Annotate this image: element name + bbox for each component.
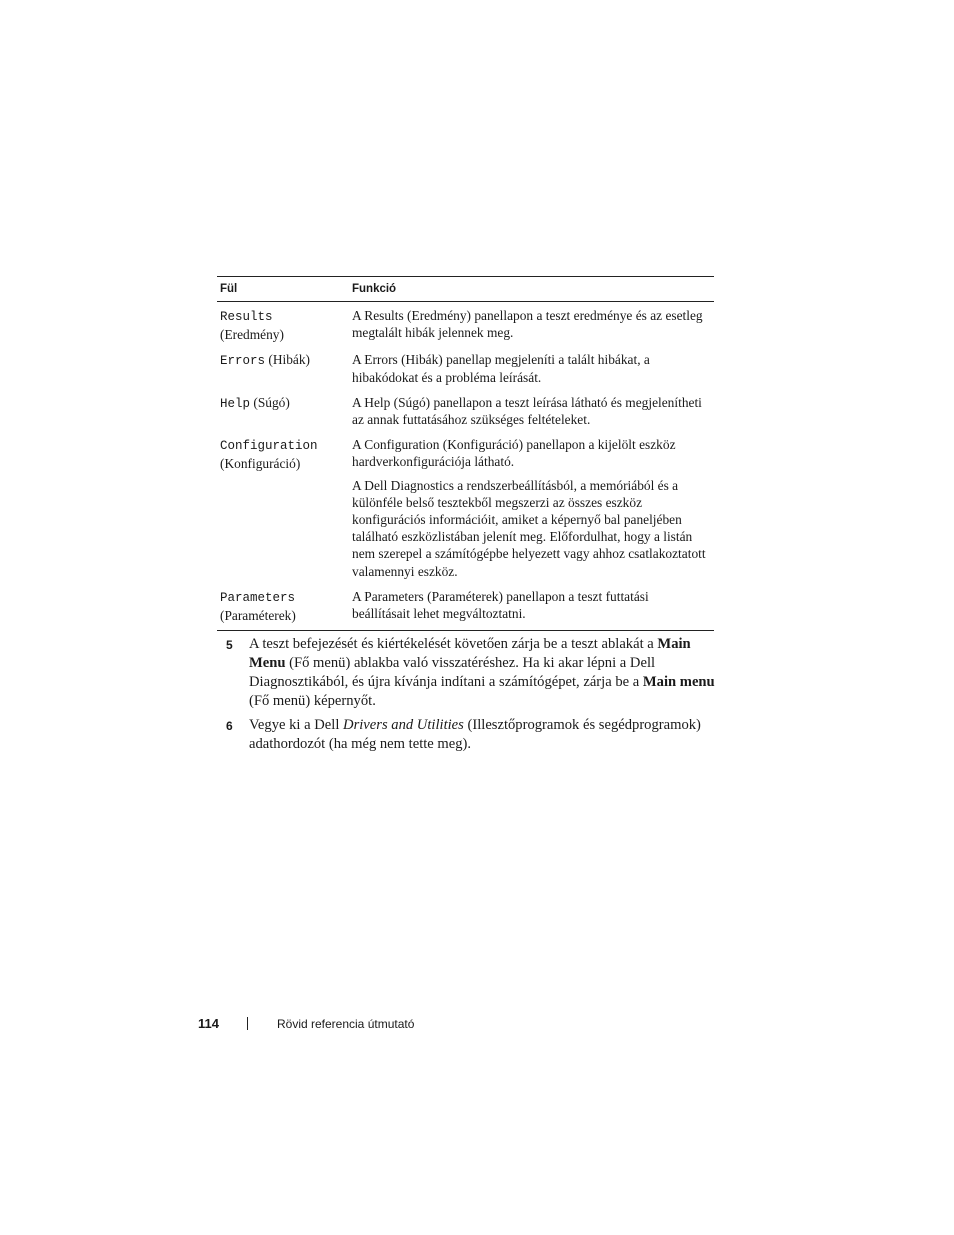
step-text — [249, 635, 716, 711]
tab-name-cell — [217, 307, 352, 343]
table-row — [217, 436, 714, 580]
function-cell: A Parameters (Paraméterek) panellapon a teszt futtatási beállításait lehet megváltoztatni. — [352, 588, 649, 622]
step-6 — [226, 716, 716, 754]
footer-separator — [247, 1017, 248, 1030]
step-number: 5 — [226, 638, 233, 652]
step-text-part: (Illesztőprogramok és segédprogramok) adathordozót (ha még nem tette meg). — [249, 717, 701, 752]
main-menu-term: Main Menu — [249, 636, 691, 671]
header-function-column: Funkció — [352, 283, 397, 295]
tab-label: (Súgó) — [253, 394, 290, 410]
function-cell: A Errors (Hibák) panellap megjeleníti a talált hibákat, a hibakódokat és a probléma leírását. — [352, 352, 650, 385]
step-text-part: (Fő menü) ablakba való visszatéréshez. Ha ki akar lépni a Dell Diagnosztikából, és újra kívánja indítani a számítógépet, zárja be a — [249, 655, 656, 690]
step-text — [249, 716, 716, 754]
tab-function-table — [217, 276, 714, 631]
table-header — [217, 277, 714, 302]
tab-code: Results — [220, 310, 273, 324]
step-number: 6 — [226, 719, 233, 733]
main-menu-term: Main menu — [642, 674, 715, 690]
tab-name-cell — [217, 394, 352, 428]
footer-title: Rövid referencia útmutató — [276, 1016, 415, 1031]
function-cell — [352, 436, 714, 580]
tab-name-cell — [217, 351, 352, 385]
tab-label: (Konfiguráció) — [220, 456, 301, 472]
tab-code: Parameters — [220, 590, 296, 605]
table-row — [217, 307, 714, 343]
header-tab-column: Fül — [220, 283, 238, 295]
table-row — [217, 588, 714, 624]
tab-label: (Eredmény) — [220, 327, 284, 343]
tab-name-cell — [217, 588, 352, 624]
tab-name-cell — [217, 436, 352, 580]
media-title: Drivers and Utilities — [343, 717, 464, 733]
page-number: 114 — [198, 1016, 219, 1031]
table-row — [217, 394, 714, 428]
table-row — [217, 351, 714, 385]
function-cell: A Help (Súgó) panellapon a teszt leírása látható és megjelenítheti az annak futtatásához szükséges feltételeket. — [352, 394, 702, 428]
function-cell: A Results (Eredmény) panellapon a teszt eredménye és az esetleg megtalált hibák jelennek meg. — [352, 308, 703, 341]
tab-label: (Paraméterek) — [220, 608, 296, 624]
function-paragraph-continued: A Dell Diagnostics a rendszerbeállításból, a memóriából és a különféle belső tesztekből megszerzi az összes eszköz konfigurációs információit, amiket a képernyő bal paneljében található eszközlistában jelenít meg. Előfordulhat, hogy a listán nem szerepel a számítógépbe helyezett vagy ahhoz csatlakoztatott valamennyi eszköz. — [352, 477, 706, 579]
page-footer — [198, 1016, 414, 1031]
tab-code: Help — [220, 396, 251, 411]
step-text-part: A teszt befejezését és kiértékelését követően zárja be a teszt ablakát a — [249, 636, 658, 652]
tab-code: Configuration — [220, 439, 318, 454]
tab-code: Errors — [220, 354, 266, 369]
function-paragraph: A Configuration (Konfiguráció) panellapon a kijelölt eszköz hardverkonfigurációja látható. — [352, 437, 676, 470]
tab-label: (Hibák) — [268, 352, 311, 368]
step-5 — [226, 635, 716, 711]
step-text-part: (Fő menü) képernyőt. — [249, 693, 376, 709]
step-text-part: Vegye ki a Dell — [249, 717, 344, 733]
